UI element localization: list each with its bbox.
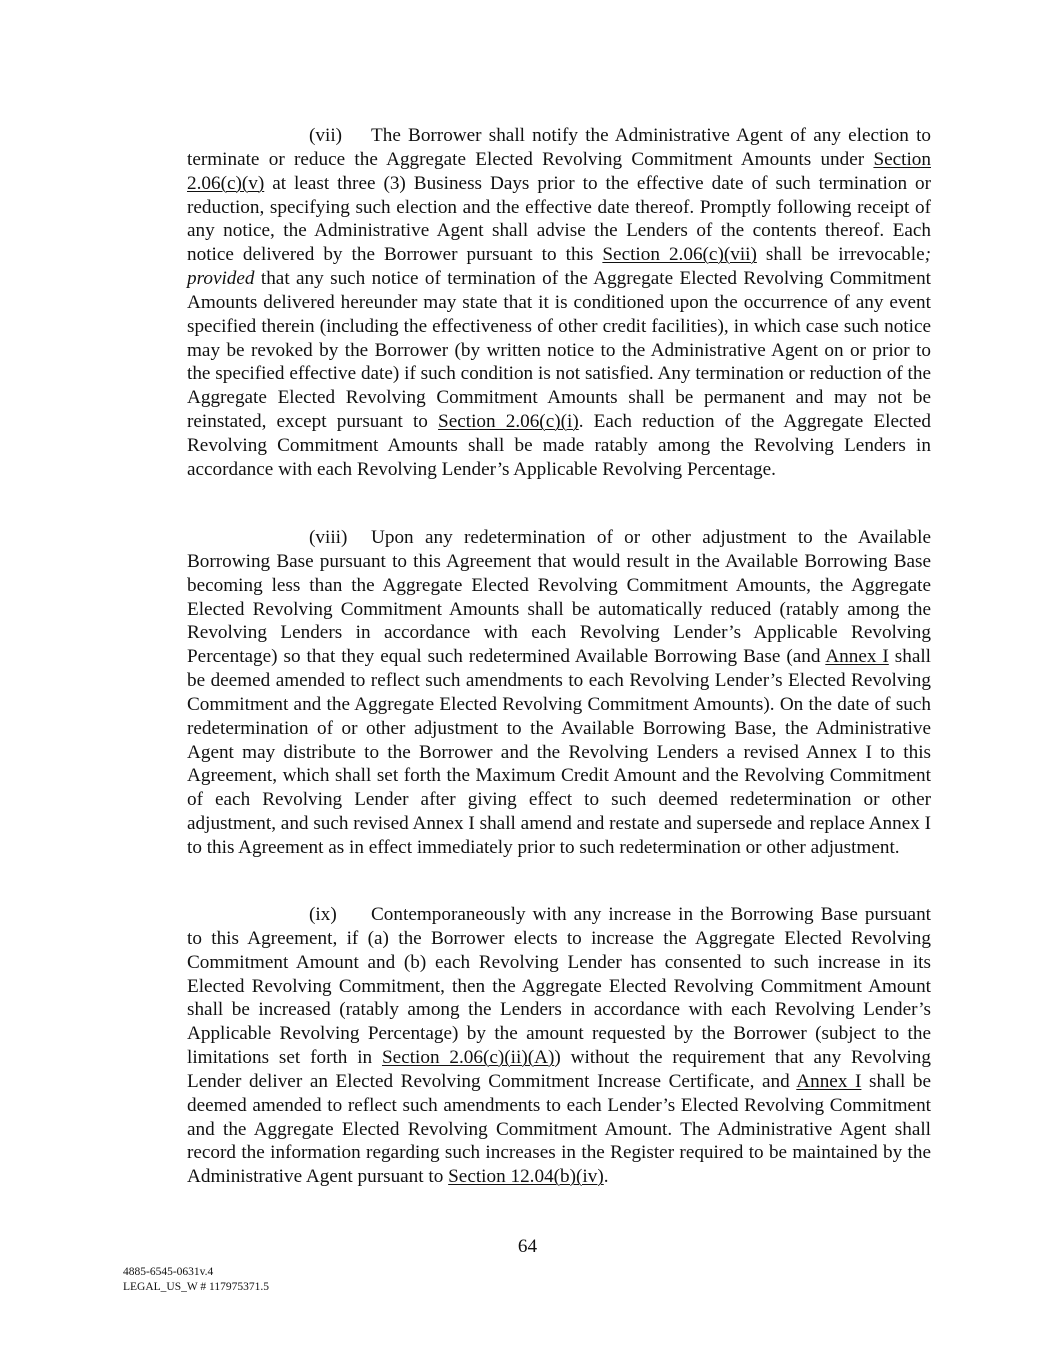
paragraph-vii [187,124,931,482]
paragraph-text: Contemporaneously with any increase in the Borrowing Base pursuant to this Agreement, if (a) the Borrower elects to increase the Aggregate Elected Revolving Commitment Amount and (b) each Revolving Lender has consented to such increase in its Elected Revolving Commitment, then the Aggregate Elected Revolving Commitment Amount shall be increased (ratably among the Lenders in accordance with each Revolving Lender’s Applicable Revolving Percentage) by the amount requested by the Borrower (subject to the limitations set forth in [187,904,931,1069]
paragraph-text: at least three (3) Business Days prior to the effective date of such termination or reduction, specifying such election and the effective date thereof. Promptly following receipt of any notice, the Administrative Agent shall advise the Lenders of the contents thereof. Each notice delivered by the Borrower pursuant to this [187,172,931,266]
paragraph-number: (vii) [309,125,343,146]
annex-reference: Annex I [825,646,889,668]
footer-legal-id: LEGAL_US_W # 117975371.5 [123,1281,269,1293]
paragraph-number: (ix) [309,904,337,925]
section-reference: Section 2.06(c)(vii) [602,244,757,266]
paragraph-text: Upon any redetermination of or other adjustment to the Available Borrowing Base pursuant to this Agreement that would result in the Available Borrowing Base becoming less than the Aggregate Elected Revolving Commitment Amounts, the Aggregate Elected Revolving Commitment Amounts shall be automatically reduced (ratably among the Revolving Lenders in accordance with each Revolving Lender’s Applicable Revolving Percentage) so that they equal such redetermined Available Borrowing Base (and [187,527,931,668]
paragraph-text: that any such notice of termination of the Aggregate Elected Revolving Commitment Amounts delivered hereunder may state that it is conditioned upon the occurrence of any event specified therein (including the effectiveness of other credit facilities), in which case such notice may be revoked by the Borrower (by written notice to the Administrative Agent on or prior to the specified effective date) if such condition is not satisfied. Any termination or reduction of the Aggregate Elected Revolving Commitment Amounts shall be permanent and may not be reinstated, except pursuant to [187,268,931,433]
footer-doc-id: 4885-6545-0631v.4 [123,1266,214,1278]
annex-reference: Annex I [796,1070,862,1092]
section-reference: Section 2.06(c)(ii)(A) [382,1047,555,1069]
paragraph-text: shall be deemed amended to reflect such amendments to each Revolving Lender’s Elected Revolving Commitment and the Aggregate Elected Revolving Commitment Amounts). On the date of such redetermination of or other adjustment to the Available Borrowing Base, the Administrative Agent may distribute to the Borrower and the Revolving Lenders a revised Annex I to this Agreement, which shall set forth the Maximum Credit Amount and the Revolving Commitment of each Revolving Lender after giving effect to such deemed redetermination or other adjustment, and such revised Annex I shall amend and restate and supersede and replace Annex I to this Agreement as in effect immediately prior to such redetermination or other adjustment. [187,646,931,858]
section-reference: Section 12.04(b)(iv) [448,1166,604,1188]
paragraph-text: . [603,1166,609,1188]
paragraph-text: shall be irrevocable [756,244,925,266]
paragraph-text: shall be deemed amended to reflect such amendments to each Lender’s Elected Revolving Commitment and the Aggregate Elected Revolving Commitment Amount. The Administrative Agent shall record the information regarding such increases in the Register required to be maintained by the Administrative Agent pursuant to [187,1070,931,1188]
section-reference: Section 2.06(c)(i) [438,411,579,433]
footer [123,1265,269,1295]
paragraph-text: The Borrower shall notify the Administrative Agent of any election to terminate or reduce the Aggregate Elected Revolving Commitment Amounts under [187,125,931,170]
section-reference: Section 2.06(c)(v) [187,148,931,194]
proviso-italic: ; provided [187,244,931,290]
paragraph-viii [187,526,931,860]
paragraph-text: . Each reduction of the Aggregate Elected Revolving Commitment Amounts shall be made ratably among the Revolving Lenders in accordance with each Revolving Lender’s Applicable Revolving Percentage. [187,411,931,480]
paragraph-ix [187,903,931,1189]
paragraph-number: (viii) [309,527,348,548]
paragraph-text: ) without the requirement that any Revolving Lender deliver an Elected Revolving Commitment Increase Certificate, and [187,1047,931,1092]
page-number: 64 [517,1236,538,1257]
